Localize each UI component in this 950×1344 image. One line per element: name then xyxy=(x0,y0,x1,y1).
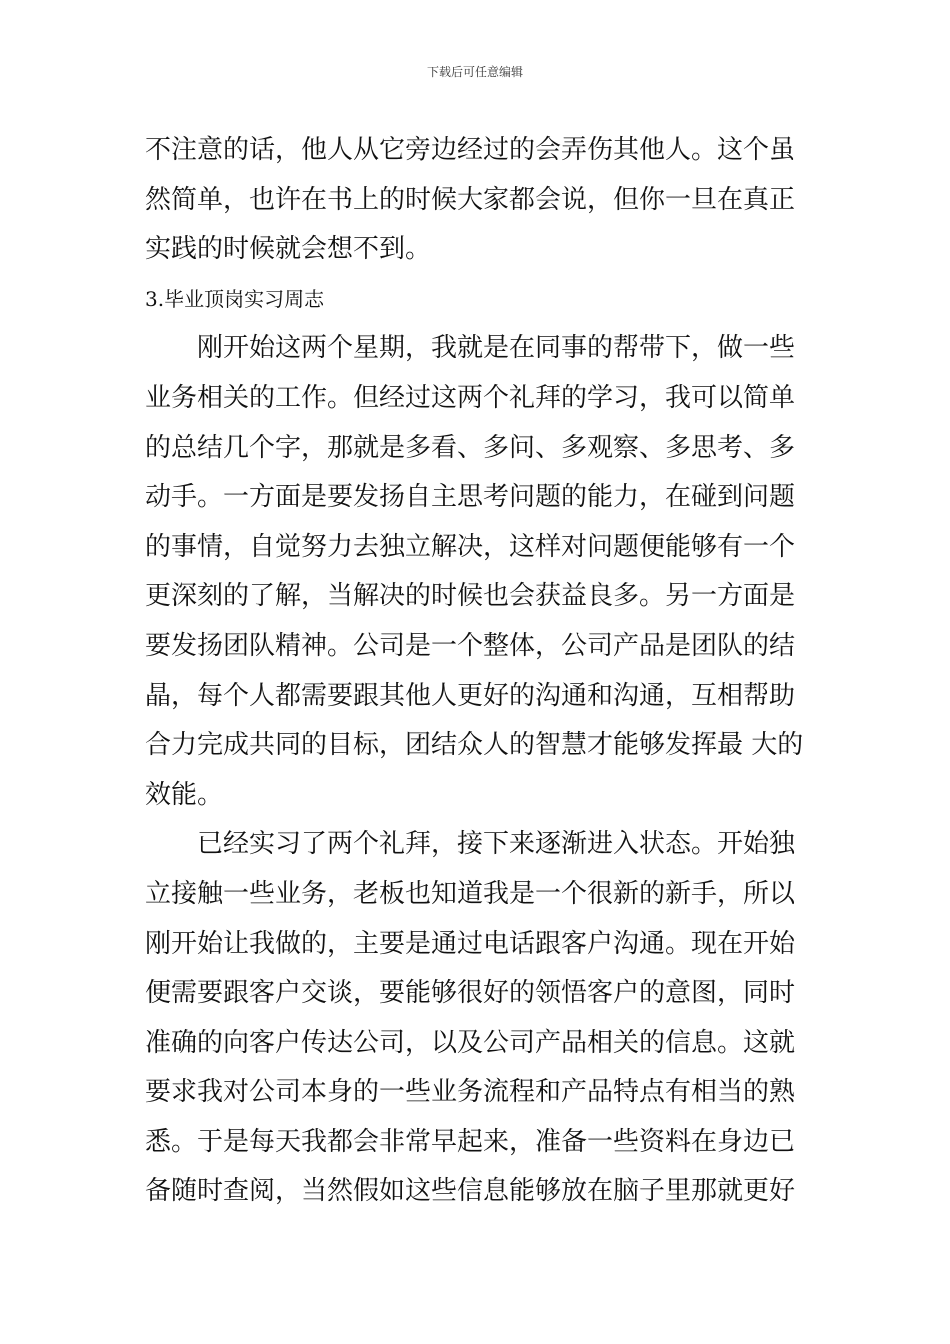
text-line: 准确的向客户传达公司，以及公司产品相关的信息。这就 xyxy=(145,1027,796,1058)
text-line: 不注意的话，他人从它旁边经过的会弄伤其他人。这个虽 xyxy=(145,135,796,165)
text-line: 备随时查阅，当然假如这些信息能够放在脑子里那就更好 xyxy=(145,1176,796,1207)
text-line: 已经实习了两个礼拜，接下来逐渐进入状态。开始独 xyxy=(145,829,796,860)
page-header: 下载后可任意编辑 xyxy=(426,65,523,79)
text-line: 业务相关的工作。但经过这两个礼拜的学习，我可以简单 xyxy=(145,382,796,413)
text-line: 刚开始这两个星期，我就是在同事的帮带下，做一些 xyxy=(145,333,796,364)
text-line: 然简单，也许在书上的时候大家都会说，但你一旦在真正 xyxy=(145,184,796,215)
text-line: 便需要跟客户交谈，要能够很好的领悟客户的意图，同时 xyxy=(145,978,796,1009)
text-line: 实践的时候就会想不到。 xyxy=(145,234,432,265)
document-body xyxy=(145,126,807,1217)
text-line: 动手。一方面是要发扬自主思考问题的能力，在碰到问题 xyxy=(145,482,796,513)
text-line: 更深刻的了解，当解决的时候也会获益良多。另一方面是 xyxy=(145,581,796,612)
section-heading: 3.毕业顶岗实习周志 xyxy=(145,286,325,311)
text-line: 要发扬团队精神。公司是一个整体，公司产品是团队的结 xyxy=(145,630,796,661)
text-line: 的事情，自觉努力去独立解决，这样对问题便能够有一个 xyxy=(145,531,796,562)
text-line: 要求我对公司本身的一些业务流程和产品特点有相当的熟 xyxy=(145,1077,796,1108)
text-line: 立接触一些业务，老板也知道我是一个很新的新手，所以 xyxy=(145,878,796,909)
text-line: 效能。 xyxy=(145,779,224,810)
text-line: 的总结几个字，那就是多看、多问、多观察、多思考、多 xyxy=(145,432,796,463)
text-line: 悉。于是每天我都会非常早起来，准备一些资料在身边已 xyxy=(145,1126,796,1157)
text-line: 合力完成共同的目标，团结众人的智慧才能够发挥最 大的 xyxy=(145,730,804,761)
text-line: 刚开始让我做的，主要是通过电话跟客户沟通。现在开始 xyxy=(145,928,796,959)
text-line: 晶，每个人都需要跟其他人更好的沟通和沟通，互相帮助 xyxy=(145,680,796,711)
